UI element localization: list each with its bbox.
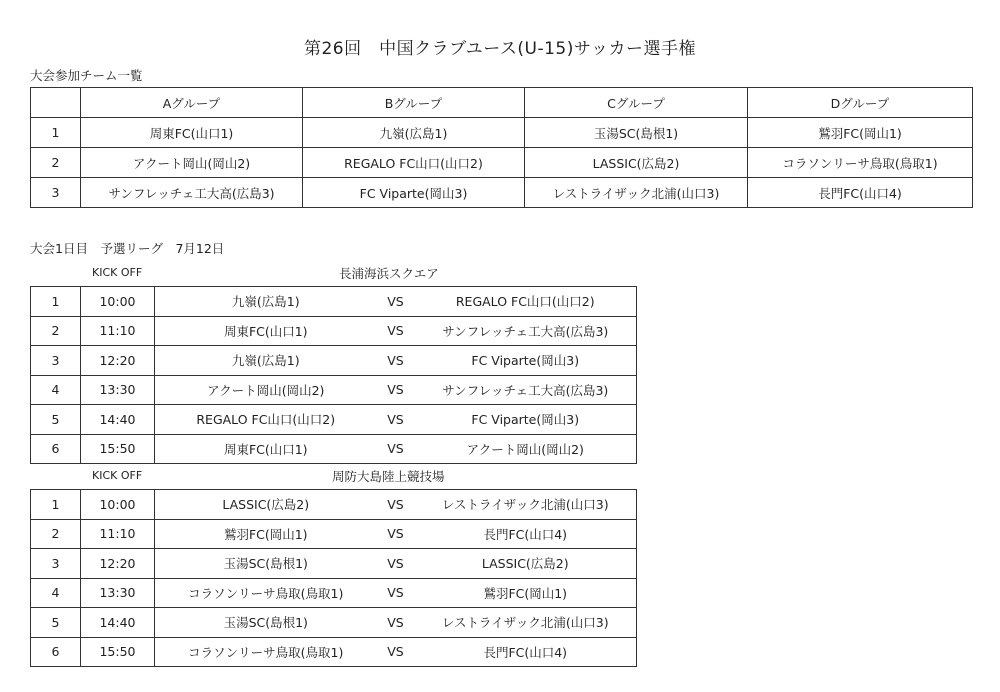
venue-name: 周防大島陸上競技場 (332, 469, 445, 484)
match-row (31, 287, 637, 317)
match-row (31, 346, 637, 376)
match-number: 5 (31, 608, 81, 638)
kickoff-time: 11:10 (81, 519, 155, 549)
vs-label: VS (377, 405, 415, 435)
match-number: 1 (31, 490, 81, 520)
home-team: REGALO FC山口(山口2) (155, 405, 377, 435)
kickoff-time: 15:50 (81, 637, 155, 667)
kickoff-time: 14:40 (81, 405, 155, 435)
group-team: 鷲羽FC(岡山1) (748, 118, 973, 148)
group-team: 長門FC(山口4) (748, 178, 973, 208)
group-team: レストライザック北浦(山口3) (525, 178, 748, 208)
kickoff-time: 10:00 (81, 287, 155, 317)
schedule-table (30, 286, 637, 464)
venue-name: 長浦海浜スクエア (339, 266, 439, 281)
schedule-table (30, 489, 637, 667)
away-team: FC Viparte(岡山3) (415, 405, 637, 435)
groups-header-cell: Bグループ (303, 88, 525, 118)
group-team: サンフレッチェ工大高(広島3) (81, 178, 303, 208)
match-number: 2 (31, 519, 81, 549)
away-team: レストライザック北浦(山口3) (415, 608, 637, 638)
group-team: 九嶺(広島1) (303, 118, 525, 148)
groups-header-row (31, 88, 973, 118)
match-row (31, 490, 637, 520)
group-team: REGALO FC山口(山口2) (303, 148, 525, 178)
home-team: コラソンリーサ鳥取(鳥取1) (155, 637, 377, 667)
match-row (31, 434, 637, 464)
vs-label: VS (377, 549, 415, 579)
match-row (31, 375, 637, 405)
vs-label: VS (377, 519, 415, 549)
kickoff-time: 15:50 (81, 434, 155, 464)
group-seed: 2 (31, 148, 81, 178)
home-team: 九嶺(広島1) (155, 346, 377, 376)
vs-label: VS (377, 375, 415, 405)
kickoff-label: KICK OFF (92, 266, 143, 279)
vs-label: VS (377, 578, 415, 608)
away-team: 鷲羽FC(岡山1) (415, 578, 637, 608)
group-team: 周東FC(山口1) (81, 118, 303, 148)
away-team: 長門FC(山口4) (415, 519, 637, 549)
match-number: 6 (31, 434, 81, 464)
match-row (31, 519, 637, 549)
home-team: 周東FC(山口1) (155, 316, 377, 346)
away-team: レストライザック北浦(山口3) (415, 490, 637, 520)
home-team: 周東FC(山口1) (155, 434, 377, 464)
away-team: サンフレッチェ工大高(広島3) (415, 316, 637, 346)
page-title: 第26回 中国クラブユース(U-15)サッカー選手権 (303, 39, 697, 59)
kickoff-label: KICK OFF (92, 469, 143, 482)
away-team: REGALO FC山口(山口2) (415, 287, 637, 317)
group-team: コラソンリーサ鳥取(鳥取1) (748, 148, 973, 178)
match-row (31, 578, 637, 608)
group-team: FC Viparte(岡山3) (303, 178, 525, 208)
match-row (31, 316, 637, 346)
match-number: 6 (31, 637, 81, 667)
day1-heading: 大会1日目 予選リーグ 7月12日 (30, 241, 225, 256)
group-seed: 1 (31, 118, 81, 148)
vs-label: VS (377, 316, 415, 346)
home-team: 鷲羽FC(岡山1) (155, 519, 377, 549)
groups-row (31, 118, 973, 148)
away-team: 長門FC(山口4) (415, 637, 637, 667)
away-team: サンフレッチェ工大高(広島3) (415, 375, 637, 405)
home-team: 玉湯SC(島根1) (155, 608, 377, 638)
away-team: FC Viparte(岡山3) (415, 346, 637, 376)
kickoff-time: 13:30 (81, 578, 155, 608)
match-row (31, 405, 637, 435)
groups-header-cell: Aグループ (81, 88, 303, 118)
kickoff-time: 12:20 (81, 346, 155, 376)
away-team: アクート岡山(岡山2) (415, 434, 637, 464)
match-number: 3 (31, 549, 81, 579)
vs-label: VS (377, 608, 415, 638)
vs-label: VS (377, 346, 415, 376)
match-number: 4 (31, 375, 81, 405)
kickoff-time: 14:40 (81, 608, 155, 638)
groups-header-cell: Dグループ (748, 88, 973, 118)
kickoff-time: 10:00 (81, 490, 155, 520)
groups-row (31, 178, 973, 208)
match-number: 1 (31, 287, 81, 317)
group-team: 玉湯SC(島根1) (525, 118, 748, 148)
vs-label: VS (377, 287, 415, 317)
match-row (31, 549, 637, 579)
home-team: LASSIC(広島2) (155, 490, 377, 520)
home-team: 九嶺(広島1) (155, 287, 377, 317)
match-number: 5 (31, 405, 81, 435)
vs-label: VS (377, 490, 415, 520)
match-row (31, 637, 637, 667)
home-team: コラソンリーサ鳥取(鳥取1) (155, 578, 377, 608)
kickoff-time: 12:20 (81, 549, 155, 579)
groups-header-cell (31, 88, 81, 118)
kickoff-time: 11:10 (81, 316, 155, 346)
groups-header-cell: Cグループ (525, 88, 748, 118)
group-team: アクート岡山(岡山2) (81, 148, 303, 178)
teams-heading: 大会参加チーム一覧 (30, 68, 143, 83)
home-team: 玉湯SC(島根1) (155, 549, 377, 579)
vs-label: VS (377, 434, 415, 464)
kickoff-time: 13:30 (81, 375, 155, 405)
groups-row (31, 148, 973, 178)
home-team: アクート岡山(岡山2) (155, 375, 377, 405)
match-row (31, 608, 637, 638)
groups-table (30, 87, 973, 208)
match-number: 4 (31, 578, 81, 608)
match-number: 3 (31, 346, 81, 376)
group-seed: 3 (31, 178, 81, 208)
vs-label: VS (377, 637, 415, 667)
away-team: LASSIC(広島2) (415, 549, 637, 579)
group-team: LASSIC(広島2) (525, 148, 748, 178)
match-number: 2 (31, 316, 81, 346)
